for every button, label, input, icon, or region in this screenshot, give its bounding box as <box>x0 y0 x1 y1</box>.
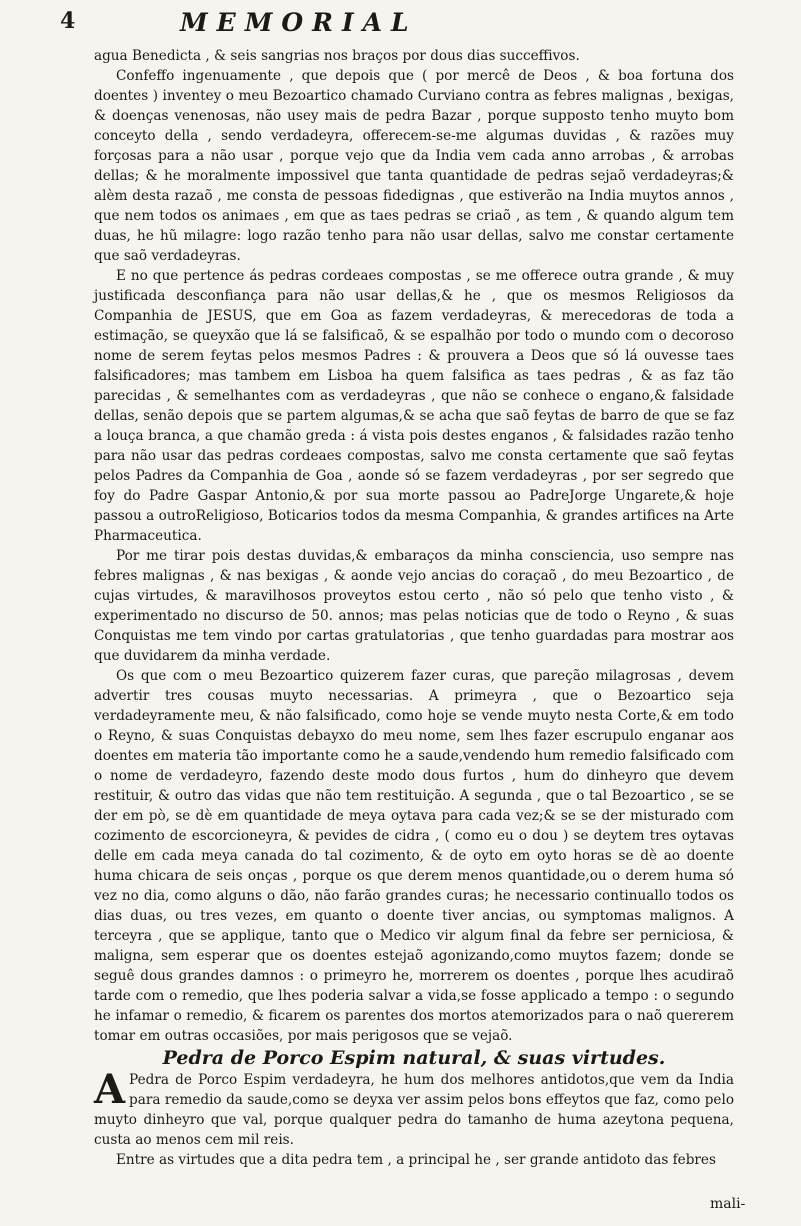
body-text <box>94 46 734 1170</box>
paragraph-4: Por me tirar pois destas duvidas,& embaraços da minha consciencia, uso sempre nas febres malignas , & nas bexigas , & aonde vejo ancias do coraçaõ , do meu Bezoartico , de cujas virtudes, & maravilhosos proveytos estou certo , não só pelo que tenho visto , & experimentado no discurso de 50. annos; mas pelas noticias que de todo o Reyno , & suas Conquistas me tem vindo por cartas gratulatorias , que tenho guardadas para mostrar aos que duvidarem da minha verdade. <box>94 548 734 664</box>
paragraph-1: agua Benedicta , & seis sangrias nos braços por dous dias succeffivos. <box>94 48 580 64</box>
paragraph-5: Os que com o meu Bezoartico quizerem fazer curas, que pareção milagrosas , devem advertir tres cousas muyto necessarias. A primeyra , que o Bezoartico seja verdadeyramente meu, & não falsificado, como hoje se vende muyto nesta Corte,& em todo o Reyno, & suas Conquistas debayxo do meu nome, sem lhes fazer escrupulo enganar aos doentes em materia tão importante como he a saude,vendendo hum remedio falsificado com o nome de verdadeyro, fazendo deste modo dous furtos , hum do dinheyro que devem restituir, & outro das vidas que não tem restituição. A segunda , que o tal Bezoartico , se se der em pò, se dè em quantidade de meya oytava para cada vez;& se se der misturado com cozimento de escorcioneyra, & pevides de cidra , ( como eu o dou ) se deytem tres oytavas delle em cada meya canada do tal cozimento, & de oyto em oyto horas se dè ao doente huma chicara de seis onças , porque os que derem menos quantidade,ou o derem huma só vez no dia, como alguns o dão, não farão grandes curas; he necessario continuallo todos os dias duas, ou tres vezes, em quanto o doente tiver ancias, ou symptomas malignos. A terceyra , que se applique, tanto que o Medico vir algum final da febre ser perniciosa, & maligna, sem esperar que os doentes estejaõ agonizando,como muytos fazem; donde se seguê dous grandes damnos : o primeyro he, morrerem os doentes , porque lhes acudiraõ tarde com o remedio, que lhes poderia salvar a vida,se fosse applicado a tempo : o segundo he infamar o remedio, & ficarem os parentes dos mortos atemorizados para o naõ quererem tomar em outras occasiões, por mais perigosos que se vejaõ. <box>94 668 734 1044</box>
paragraph-2: Confeffo ingenuamente , que depois que ( por mercê de Deos , & boa fortuna dos doentes ) inventey o meu Bezoartico chamado Curviano contra as febres malignas , bexigas, & doenças venenosas, não usey mais de pedra Bazar , porque supposto tenho muyto bom conceyto della , sendo verdadeyra, offerecem-se-me algumas duvidas , & razões muy forçosas para a não usar , porque vejo que da India vem cada anno arrobas , & arrobas dellas; & he moralmente impossivel que tanta quantidade de pedras sejaõ verdadeyras;& alèm desta razaõ , me consta de pessoas fidedignas , que estiverão na India muytos annos , que nem todos os animaes , em que as taes pedras se criaõ , as tem , & quando algum tem duas, he hũ milagre: logo razão tenho para não usar dellas, salvo me constar certamente que saõ verdadeyras. <box>94 68 734 264</box>
section-paragraph-2: Entre as virtudes que a dita pedra tem , a principal he , ser grande antidoto das febres <box>116 1152 716 1168</box>
section-heading: Pedra de Porco Espim natural, & suas virtudes. <box>162 1047 666 1069</box>
section-paragraph-1-text: Pedra de Porco Espim verdadeyra, he hum dos melhores antidotos,que vem da India para remedio da saude,como se deyxa ver assim pelos bons effeytos que faz, como pelo muyto dinheyro que val, porque qualquer pedra do tamanho de huma azeytona pequena, custa ao menos cem mil reis. <box>94 1072 734 1148</box>
paragraph-3: E no que pertence ás pedras cordeaes compostas , se me offerece outra grande , & muy justificada desconfiança para não usar dellas,& he , que os mesmos Religiosos da Companhia de JESUS, que em Goa as fazem verdadeyras, & merecedoras de toda a estimação, se queyxão que lá se falsificaõ, & se espalhão por todo o mundo com o decoroso nome de serem feytas pelos mesmos Padres : & prouvera a Deos que só lá ouvesse taes falsificadores; mas tambem em Lisboa ha quem falsifica as taes pedras , & as faz tão parecidas , & semelhantes com as verdadeyras , que não se conhece o engano,& falsidade dellas, senão depois que se partem algumas,& se acha que saõ feytas de barro de que se faz a louça branca, a que chamão greda : á vista pois destes enganos , & falsidades razão tenho para não usar das pedras cordeaes compostas, salvo me consta certamente que saõ feytas pelos Padres da Companhia de Goa , aonde só se fazem verdadeyras , por ser segredo que foy do Padre Gaspar Antonio,& por sua morte passou ao PadreJorge Ungarete,& hoje passou a outroReligioso, Boticarios todos da mesma Companhia, & grandes artifices na Arte Pharmaceutica. <box>94 268 734 544</box>
section-paragraph-1 <box>94 1066 734 1150</box>
catchword: mali- <box>710 1196 746 1212</box>
drop-cap: A <box>94 1066 126 1113</box>
page-header <box>60 4 760 42</box>
running-head: MEMORIAL <box>180 8 418 37</box>
page-number: 4 <box>60 8 76 34</box>
